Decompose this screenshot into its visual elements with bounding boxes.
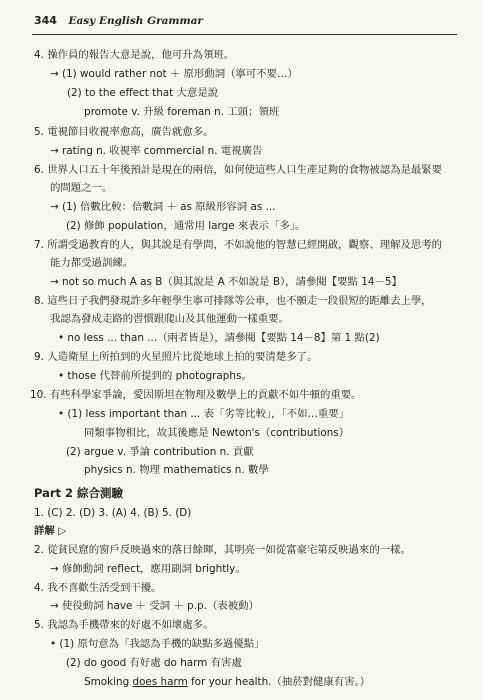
- item-10-note-2: (2) argue v. 爭論 contribution n. 貢獻: [66, 446, 254, 458]
- item-5-vocab: → rating n. 收視率 commercial n. 電視廣告: [50, 145, 263, 157]
- item-9-sentence: 9. 人造衛星上所拍到的火星照片比從地球上拍的要清楚多了。: [34, 351, 318, 363]
- item-8-sentence-cont: 我認為發成走路的習慣跟爬山及其他運動一樣重要。: [50, 313, 289, 325]
- item-10-note-1: • (1) less important than ... 表「劣等比較」，「不如…重要」: [58, 408, 350, 420]
- item-6-note-2: (2) 修飾 population，通常用 large 來表示「多」。: [66, 220, 306, 232]
- underlined-phrase: does harm: [132, 676, 188, 688]
- item-4-vocab: promote v. 升級 foreman n. 工頭；領班: [84, 106, 280, 118]
- explain-4-note: → 使役動詞 have ＋ 受詞 ＋ p.p.（表被動）: [50, 600, 259, 612]
- item-7-note: → not so much A as B（與其說是 A 不如說是 B），請參閱【要點 14－5】: [50, 276, 402, 288]
- item-6-note-1: → (1) 倍數比較：倍數詞 ＋ as 原級形容詞 as ...: [50, 201, 276, 213]
- item-5-sentence: 5. 電視節目收視率愈高，廣告就愈多。: [34, 126, 214, 138]
- item-8-note: • no less ... than ...（兩者皆是），請參閱【要點 14－8】第 1 點(2): [58, 332, 380, 344]
- item-6-sentence-cont: 的問題之一。: [50, 182, 113, 194]
- book-title: Easy English Grammar: [68, 15, 203, 27]
- item-4-note-1: → (1) would rather not ＋ 原形動詞（寧可不要…）: [50, 68, 298, 80]
- item-7-sentence-cont: 能力都受過訓練。: [50, 257, 134, 269]
- explain-5-sentence: 5. 我認為手機帶來的好處不如壞處多。: [34, 619, 214, 631]
- item-8-sentence: 8. 這些日子我們發現許多年輕學生寧可排隊等公車，也不願走一段很短的距離去上學，: [34, 295, 432, 307]
- item-9-note: • those 代替前所提到的 photographs。: [58, 370, 252, 382]
- item-4-sentence: 4. 操作員的報告大意是說，他可升為領班。: [34, 49, 235, 61]
- item-10-note-1-cont: 同類事物相比，故其後應是 Newton's（contributions）: [84, 427, 350, 439]
- answer-key: 1. (C) 2. (D) 3. (A) 4. (B) 5. (D): [34, 507, 192, 519]
- explanation-label: 詳解 ▷: [34, 525, 67, 537]
- page-number: 344: [34, 14, 57, 27]
- example-sentence: Smoking does harm for your health.（抽菸對健康有害。）: [84, 676, 371, 688]
- item-10-sentence: 10. 有些科學家爭論，愛因斯坦在物理及數學上的貢獻不如牛頓的重要。: [30, 389, 362, 401]
- item-7-sentence: 7. 所謂受過教育的人，與其說是有學問，不如說他的智慧已經開啟，觀察、理解及思考的: [34, 239, 443, 251]
- explain-5-note-2: (2) do good 有好處 do harm 有害處: [66, 657, 242, 669]
- explain-5-note-1: • (1) 原句意為「我認為手機的缺點多過優點」: [50, 638, 265, 650]
- explain-4-sentence: 4. 我不喜歡生活受到干擾。: [34, 582, 162, 594]
- item-10-vocab: physics n. 物理 mathematics n. 數學: [84, 464, 269, 476]
- item-4-note-2: (2) to the effect that 大意是說: [67, 87, 219, 99]
- explain-2-note: → 修飾動詞 reflect，應用副詞 brightly。: [50, 563, 246, 575]
- explain-5-example: [84, 675, 370, 689]
- header-rule: [32, 34, 457, 35]
- part-2-heading: Part 2 綜合測驗: [34, 486, 124, 500]
- item-6-sentence: 6. 世界人口五十年後預計是現在的兩倍，如何使這些人口生產足夠的食物被認為是最緊要: [34, 164, 443, 176]
- page-header: [34, 14, 203, 27]
- explain-2-sentence: 2. 從貧民窟的窗戶反映過來的落日餘暉，其明亮一如從富豪宅第反映過來的一樣。: [34, 544, 411, 556]
